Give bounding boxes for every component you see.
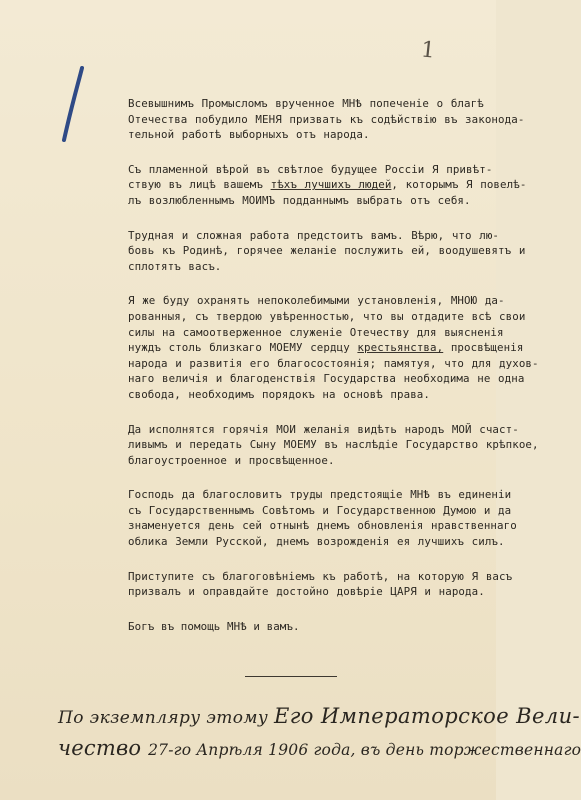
- text-line: Я же буду охранять непоколебимыми установленія, МНОЮ да-: [128, 294, 505, 308]
- text-line: Богъ въ помощь МНѢ и вамъ.: [128, 619, 300, 633]
- handwritten-text: Его Императорское Вели-: [273, 704, 580, 728]
- paragraph-2: [84, 162, 527, 209]
- paragraph-4: [84, 293, 539, 402]
- text-line: ливымъ и передать Сыну МОЕМУ въ наслѣдіе Государство крѣпкое,: [128, 438, 539, 452]
- handwritten-text: 27-го Апрѣля 1906 года, въ день торжественнаго: [148, 741, 581, 759]
- text-line underlined-line: ствую въ лицѣ вашемъ тѣхъ лучшихъ людей, которымъ Я повелѣ-: [128, 178, 527, 192]
- text-line: Съ пламенной вѣрой въ свѣтлое будущее Россіи Я привѣт-: [128, 162, 493, 176]
- divider-rule: [245, 676, 337, 677]
- text-line: Отечества побудило МЕНЯ призвать къ содѣйствію въ законода-: [128, 112, 525, 126]
- text-line: сплотятъ васъ.: [128, 259, 222, 273]
- handwritten-text: По экземпляру этому: [58, 708, 274, 728]
- text-line: облика Земли Русской, днемъ возрожденія ея лучшихъ силъ.: [128, 535, 505, 549]
- text-line: Трудная и сложная работа предстоитъ вамъ. Вѣрю, что лю-: [128, 228, 500, 242]
- text-line: Всевышнимъ Промысломъ врученное МНѢ попеченіе о благѣ: [128, 97, 484, 110]
- paragraph-1: [84, 96, 525, 143]
- underlined-phrase: крестьянства,: [357, 341, 444, 355]
- text-line: силы на самоотверженное служеніе Отечеству для выясненія: [128, 325, 504, 339]
- text-line underlined-line: нуждъ столь близкаго МОЕМУ сердцу крестьянства, просвѣщенія: [128, 341, 524, 355]
- text-line: наго величія и благоденствія Государства необходима не одна: [128, 372, 525, 386]
- text-line: народа и развитія его благосостоянія; памятуя, что для духов-: [128, 356, 539, 370]
- closing-line: [84, 619, 494, 635]
- manifesto-text: [84, 96, 539, 634]
- handwritten-note-line-2: [58, 736, 581, 760]
- text-line: тельной работѣ выборныхъ отъ народа.: [128, 128, 370, 142]
- underlined-phrase: тѣхъ лучшихъ людей: [270, 178, 392, 192]
- page-number: 1: [419, 37, 437, 64]
- text-line: свобода, необходимъ порядокъ на основѣ права.: [128, 387, 431, 401]
- paragraph-7: [84, 569, 513, 600]
- text-line: призвалъ и оправдайте достойно довѣріе ЦАРЯ и народа.: [128, 585, 485, 599]
- text-line: знаменуется день сей отнынѣ днемъ обновленія нравственнаго: [128, 519, 517, 533]
- text-line: лъ возлюбленнымъ МОИМЪ подданнымъ выбрать отъ себя.: [128, 193, 471, 207]
- text-line: благоустроенное и просвѣщенное.: [128, 453, 335, 467]
- text-line: Да исполнятся горячія МОИ желанія видѣть народъ МОЙ счаст-: [128, 422, 519, 436]
- handwritten-text: чество: [58, 736, 149, 760]
- paragraph-6: [84, 487, 517, 549]
- paragraph-5: [84, 422, 539, 469]
- text-line: Приступите съ благоговѣніемъ къ работѣ, на которую Я васъ: [128, 569, 513, 583]
- handwritten-note-line-1: [58, 704, 580, 728]
- paragraph-3: [84, 228, 526, 275]
- text-line: съ Государственнымъ Совѣтомъ и Государственною Думою и да: [128, 503, 512, 517]
- text-line: Господь да благословитъ труды предстоящіе МНѢ въ единеніи: [128, 488, 512, 502]
- text-line: рованныя, съ твердою увѣренностью, что вы отдадите всѣ свои: [128, 309, 526, 323]
- text-line: бовь къ Родинѣ, горячее желаніе послужить ей, воодушевятъ и: [128, 244, 526, 258]
